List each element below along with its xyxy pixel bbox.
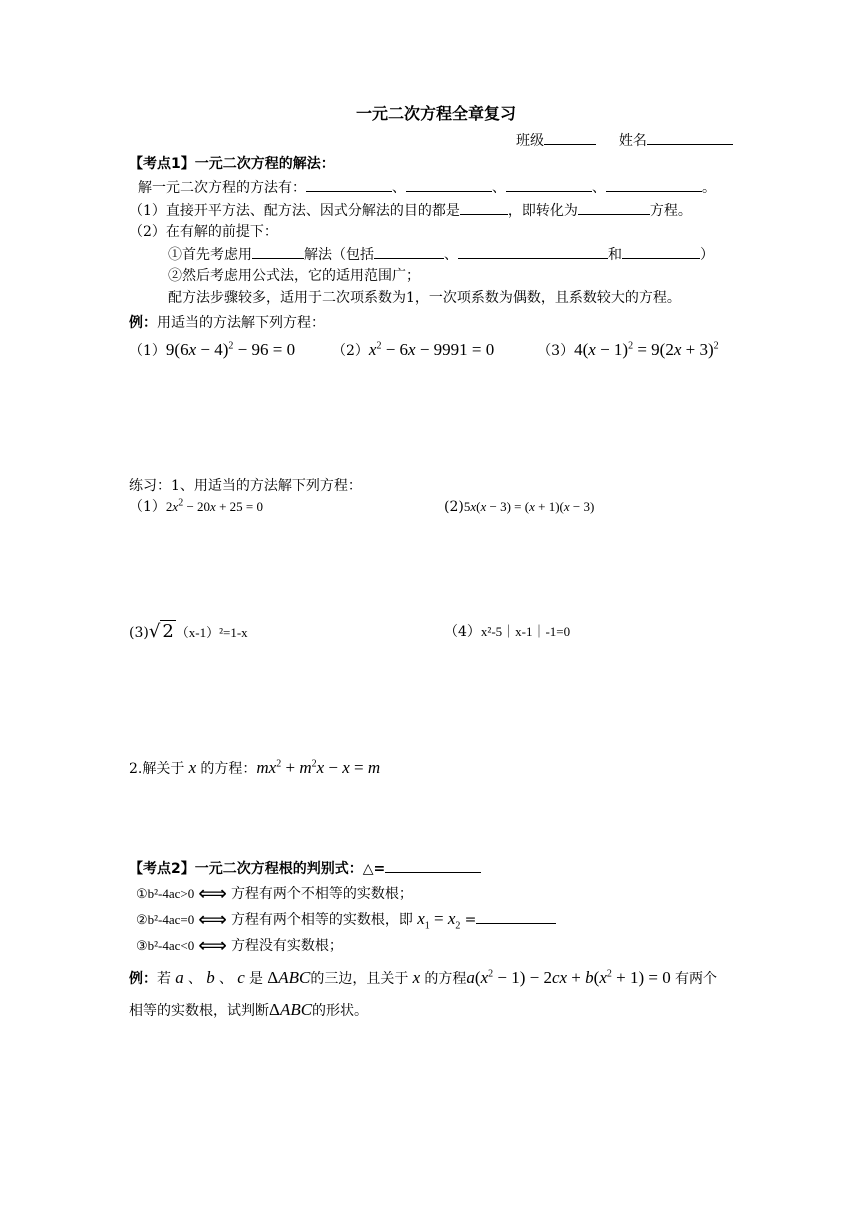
- sep: 、: [188, 971, 202, 987]
- name-label: 姓名: [618, 133, 647, 149]
- ex1-equation: $9(6x - 4)^2 - 96 = 0$: [165, 340, 296, 359]
- var-b: b: [202, 968, 219, 987]
- p1-text-a: （1）直接开平方法、配方法、因式分解法的目的都是: [129, 203, 460, 219]
- page-title: 一元二次方程全章复习: [356, 104, 517, 123]
- example2-line2: [129, 1000, 368, 1021]
- q3-label: (3): [129, 625, 149, 641]
- method-blank-3[interactable]: [506, 177, 592, 192]
- sep: 、: [592, 180, 606, 196]
- q5-equation: $mx^2 + m^2x - x = m$: [256, 758, 381, 777]
- p2-1-blank-1[interactable]: [252, 244, 304, 259]
- methods-intro: 解一元二次方程的方法有：: [138, 180, 306, 196]
- ex2-line2-text-b: 的形状。: [312, 1003, 369, 1019]
- practice-q5: [129, 758, 380, 779]
- sep: 、: [444, 247, 458, 263]
- sep: 、: [392, 180, 406, 196]
- q5-text-b: 的方程：: [200, 761, 257, 777]
- p2-line: （2）在有解的前提下：: [129, 224, 278, 240]
- section2-heading: [129, 858, 481, 879]
- example-label: 例：: [129, 315, 157, 331]
- p2-1-blank-3[interactable]: [458, 244, 608, 259]
- iff-arrow-icon: ⟺: [198, 881, 227, 905]
- triangle-abc: ΔABC: [263, 968, 311, 987]
- p1-text-b: ，即转化为: [507, 203, 578, 219]
- p2-1-text-c: 和: [608, 247, 622, 263]
- class-name-line: [516, 130, 733, 151]
- example-text: 用适当的方法解下列方程：: [157, 315, 325, 331]
- var-x: x: [408, 968, 425, 987]
- p2-1-blank-2[interactable]: [374, 244, 444, 259]
- q5-text-a: 2.解关于: [129, 761, 185, 777]
- practice-q3: [129, 622, 248, 643]
- ex3-equation: $4(x - 1)^2 = 9(2x + 3)^2$: [574, 340, 719, 359]
- case1-text: 方程有两个不相等的实数根；: [230, 886, 413, 902]
- p2-1-line: [168, 244, 714, 265]
- p1-text-c: 方程。: [649, 203, 692, 219]
- iff-arrow-icon: ⟺: [198, 907, 227, 931]
- p1-blank-1[interactable]: [460, 200, 508, 215]
- p2-1-text-b: 解法（包括: [304, 247, 374, 263]
- q1-equation: $2x^2 - 20x + 25 = 0$: [165, 497, 263, 514]
- practice-q2: [444, 497, 594, 517]
- p1-blank-2[interactable]: [578, 200, 650, 215]
- q5-var-x: x: [184, 758, 201, 777]
- q1-label: （1）: [129, 499, 166, 515]
- practice-q1: [129, 497, 263, 517]
- section2-heading-text: 【考点2】一元二次方程根的判别式：△=: [129, 861, 386, 877]
- q4-label: （4）: [444, 624, 481, 640]
- sep: 、: [219, 971, 233, 987]
- triangle-abc: ΔABC: [269, 1000, 313, 1019]
- p2-1-text-a: ①首先考虑用: [168, 247, 252, 263]
- var-a: a: [171, 968, 188, 987]
- ex1-label: （1）: [129, 343, 166, 359]
- var-c: c: [233, 968, 250, 987]
- example2-line1: [129, 968, 717, 989]
- p2-1-text-d: ）: [700, 247, 714, 263]
- q3-text: （x-1）²=1-x: [175, 625, 248, 640]
- iff-arrow-icon: ⟺: [198, 933, 227, 957]
- case2-line: ②b²-4ac=0 ⟺ 方程有两个相等的实数根，即 $x_1 = x_2$ =: [136, 909, 556, 930]
- case1-condition: ①b²-4ac>0: [136, 886, 195, 901]
- ex2-equation: $a(x^2 - 1) - 2cx + b(x^2 + 1) = 0$: [466, 968, 675, 987]
- q4-text: x²-5｜x-1｜-1=0: [480, 624, 571, 639]
- ex2-text-a: 若: [157, 971, 171, 987]
- example-equations: [129, 340, 719, 361]
- class-label: 班级: [516, 133, 544, 149]
- root-blank[interactable]: [476, 909, 556, 924]
- class-blank[interactable]: [544, 130, 596, 145]
- discriminant-blank[interactable]: [385, 858, 481, 873]
- practice-intro: 练习：1、用适当的方法解下列方程：: [129, 478, 362, 494]
- method-blank-4[interactable]: [606, 177, 702, 192]
- root-equality: $x_1 = x_2$: [417, 909, 461, 932]
- case2-condition: ②b²-4ac=0: [136, 912, 195, 927]
- ex2-text-e: 有两个: [674, 971, 717, 987]
- sqrt-2: √ 2: [148, 621, 174, 642]
- methods-line: [138, 177, 716, 198]
- method-blank-1[interactable]: [306, 177, 392, 192]
- ex2-label: （2）: [331, 343, 369, 359]
- method-blank-2[interactable]: [406, 177, 492, 192]
- case3-line: [136, 935, 343, 956]
- p2-3-line: 配方法步骤较多，适用于二次项系数为1，一次项系数为偶数，且系数较大的方程。: [168, 290, 681, 306]
- sep: 、: [492, 180, 506, 196]
- example2-label: 例：: [129, 971, 157, 987]
- ex2-text-b: 是: [249, 971, 264, 987]
- period: 。: [702, 180, 716, 196]
- example1-line: [129, 313, 325, 333]
- ex3-label: （3）: [537, 343, 575, 359]
- p2-2-line: ②然后考虑用公式法，它的适用范围广；: [168, 268, 420, 284]
- practice-q4: [444, 622, 570, 642]
- ex2-text-d: 的方程: [424, 971, 467, 987]
- p2-1-blank-4[interactable]: [622, 244, 700, 259]
- case3-text: 方程没有实数根；: [230, 938, 343, 954]
- case1-line: [136, 883, 413, 904]
- name-blank[interactable]: [647, 130, 733, 145]
- ex2-equation: $x^2 - 6x - 9991 = 0$: [368, 340, 495, 359]
- ex2-text-c: 的三边，且关于: [310, 971, 409, 987]
- case3-condition: ③b²-4ac<0: [136, 938, 195, 953]
- q2-label: (2): [444, 499, 464, 515]
- p1-line: [129, 200, 692, 221]
- section1-heading: 【考点1】一元二次方程的解法：: [129, 156, 335, 172]
- q2-equation: 5x(x − 3) = (x + 1)(x − 3): [463, 499, 595, 514]
- case2-text: 方程有两个相等的实数根，即: [230, 912, 413, 928]
- ex2-line2-text-a: 相等的实数根，试判断: [129, 1003, 269, 1019]
